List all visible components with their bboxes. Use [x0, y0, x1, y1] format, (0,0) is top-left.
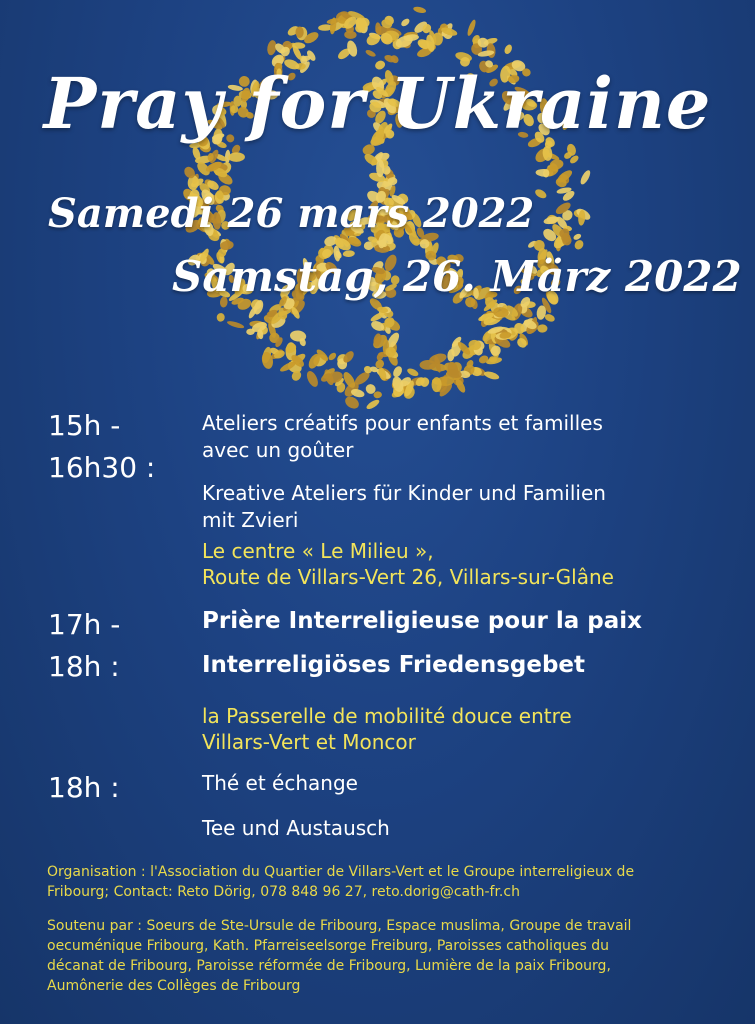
event1-place-line2: Route de Villars-Vert 26, Villars-sur-Glâne — [202, 565, 614, 589]
support-line1: Soutenu par : Soeurs de Ste-Ursule de Fribourg, Espace muslima, Groupe de travail — [47, 918, 632, 934]
event3-fr: Thé et échange — [202, 771, 358, 795]
date-french: Samedi 26 mars 2022 — [48, 190, 535, 237]
poster-title: Pray for Ukraine — [43, 62, 712, 145]
organisation-line1: Organisation : l'Association du Quartier de Villars-Vert et le Groupe interreligieux de — [47, 864, 635, 880]
event2-time-start: 17h - — [48, 608, 121, 641]
event2-time-end: 18h : — [48, 650, 120, 683]
event1-time-start: 15h - — [48, 409, 121, 442]
event3-de: Tee und Austausch — [202, 816, 390, 840]
date-german: Samstag, 26. März 2022 — [172, 252, 742, 301]
event2-place-line1: la Passerelle de mobilité douce entre — [202, 704, 572, 728]
event2-fr: Prière Interreligieuse pour la paix — [202, 608, 642, 634]
support-line2: oecuménique Fribourg, Kath. Pfarreiseelsorge Freiburg, Paroisses catholiques du — [47, 938, 609, 954]
event2-place-line2: Villars-Vert et Moncor — [202, 730, 416, 754]
event2-de: Interreligiöses Friedensgebet — [202, 652, 586, 678]
event1-fr-line2: avec un goûter — [202, 438, 354, 462]
support-line4: Aumônerie des Collèges de Fribourg — [47, 978, 301, 994]
support-line3: décanat de Fribourg, Paroisse réformée de Fribourg, Lumière de la paix Fribourg, — [47, 958, 611, 974]
event1-de-line2: mit Zvieri — [202, 508, 299, 532]
event1-de-line1: Kreative Ateliers für Kinder und Familien — [202, 481, 606, 505]
event3-time: 18h : — [48, 771, 120, 804]
event1-time-end: 16h30 : — [48, 451, 156, 484]
event1-place-line1: Le centre « Le Milieu », — [202, 539, 434, 563]
event1-fr-line1: Ateliers créatifs pour enfants et familles — [202, 411, 603, 435]
organisation-line2: Fribourg; Contact: Reto Dörig, 078 848 96 27, reto.dorig@cath-fr.ch — [47, 884, 520, 900]
